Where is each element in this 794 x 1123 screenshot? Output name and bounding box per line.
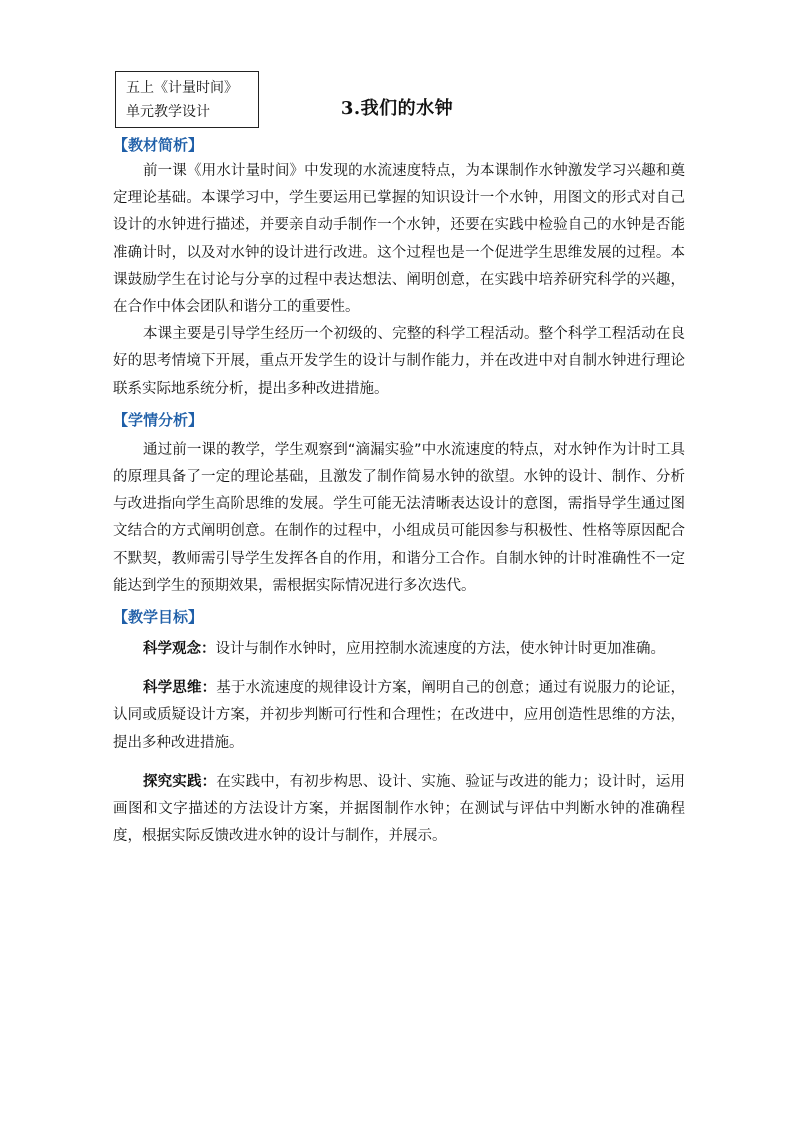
material-paragraph-2: 本课主要是引导学生经历一个初级的、完整的科学工程活动。整个科学工程活动在良好的思考情境下开展，重点开发学生的设计与制作能力，并在改进中对自制水钟进行理论联系实际地系统分析，提出多种改进措施。 <box>113 326 685 397</box>
material-paragraph-1: 前一课《用水计量时间》中发现的水流速度特点，为本课制作水钟激发学习兴趣和奠定理论基础。本课学习中，学生要运用已掌握的知识设计一个水钟，用图文的形式对自己设计的水钟进行描述，并要亲自动手制作一个水钟，还要在实践中检验自己的水钟是否能准确计时，以及对水钟的设计进行改进。这个过程也是一个促进学生思维发展的过程。本课鼓励学生在讨论与分享的过程中表达想法、阐明创意，在实践中培养研究科学的兴趣，在合作中体会团队和谐分工的重要性。 <box>113 163 685 316</box>
goal-practice-label: 探究实践： <box>143 773 217 790</box>
goal-concept-text: 设计与制作水钟时，应用控制水流速度的方法，使水钟计时更加准确。 <box>215 641 665 658</box>
goal-thinking-text: 基于水流速度的规律设计方案，阐明自己的创意；通过有说服力的论证，认同或质疑设计方案，并初步判断可行性和合理性；在改进中，应用创造性思维的方法，提出多种改进措施。 <box>113 680 685 751</box>
section-heading-learner: 【学情分析】 <box>113 410 204 429</box>
section-heading-material: 【教材简析】 <box>113 136 204 154</box>
document-body <box>113 132 685 850</box>
goal-concept-label: 科学观念： <box>143 641 216 658</box>
goal-practice-text: 在实践中，有初步构思、设计、实施、验证与改进的能力；设计时，运用画图和文字描述的方法设计方案，并据图制作水钟；在测试与评估中判断水钟的准确程度，根据实际反馈改进水钟的设计与制作，并展示。 <box>113 773 685 845</box>
goal-thinking-label: 科学思维： <box>143 680 217 697</box>
goal-inquiry-practice <box>113 769 685 851</box>
learner-paragraph-1: 通过前一课的教学，学生观察到“滴漏实验”中水流速度的特点，对水钟作为计时工具的原理具备了一定的理论基础，且激发了制作简易水钟的欲望。水钟的设计、制作、分析与改进指向学生高阶思维的发展。学生可能无法清晰表达设计的意图，需指导学生通过图文结合的方式阐明创意。在制作的过程中，小组成员可能因参与积极性、性格等原因配合不默契，教师需引导学生发挥各自的作用，和谐分工合作。自制水钟的计时准确性不一定能达到学生的预期效果，需根据实际情况进行多次迭代。 <box>113 441 685 594</box>
lesson-title: 3.我们的水钟 <box>340 98 454 119</box>
unit-label-line2: 单元教学设计 <box>126 104 210 120</box>
goal-science-thinking <box>113 675 685 757</box>
unit-label-line1: 五上《计量时间》 <box>126 80 238 96</box>
section-heading-goals: 【教学目标】 <box>113 608 204 627</box>
goal-science-concept <box>113 636 685 663</box>
